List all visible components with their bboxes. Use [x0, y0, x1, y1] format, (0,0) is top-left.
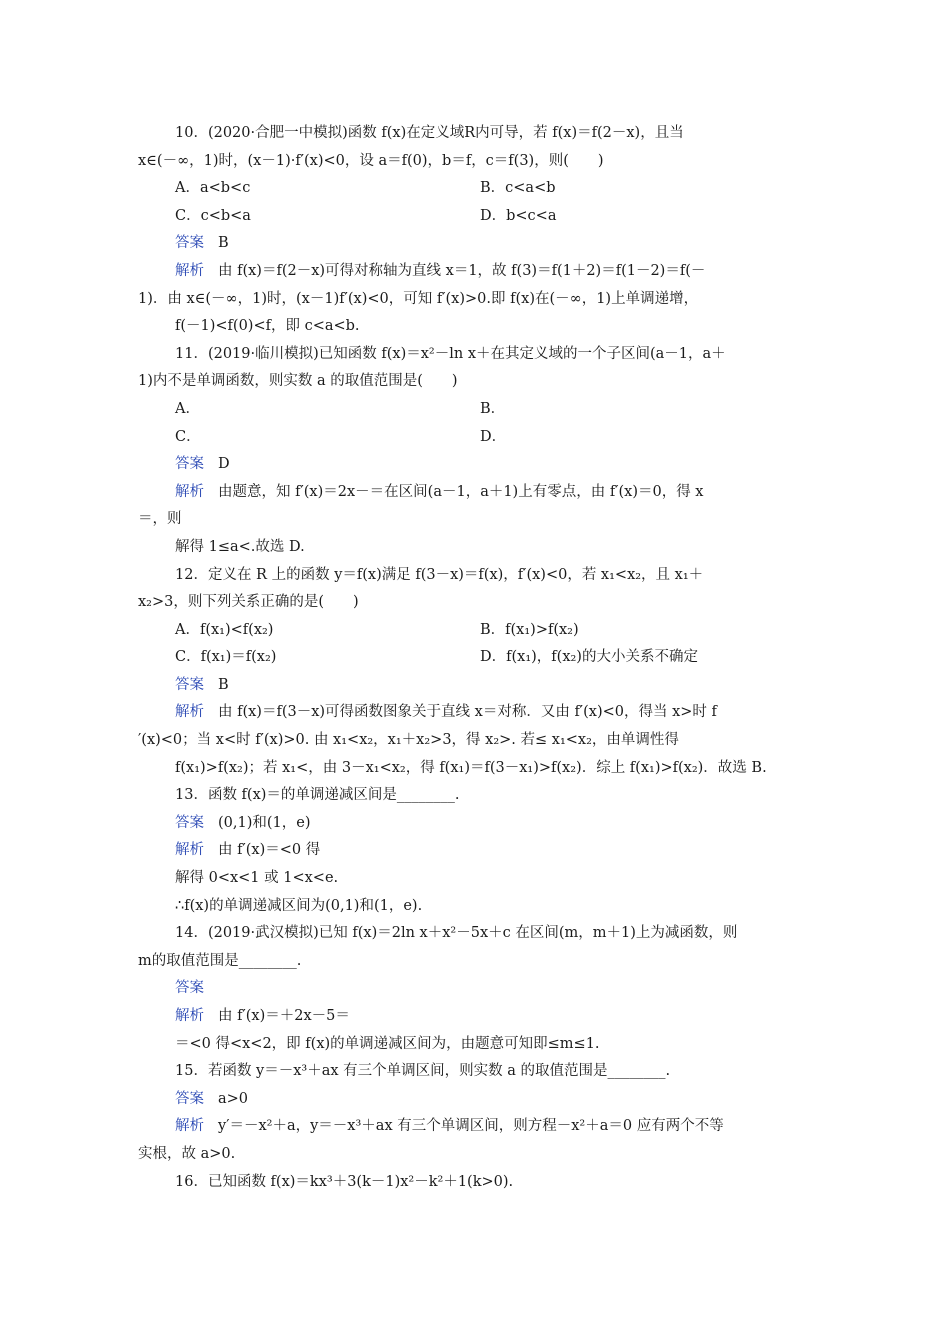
option-row	[138, 175, 818, 203]
analysis-label: 解析	[175, 483, 204, 500]
analysis-line	[138, 479, 818, 507]
problem-stem-line: 13．函数 f(x)＝的单调递减区间是________.	[175, 787, 460, 804]
analysis-continuation: ＝<0 得<x<2，即 f(x)的单调递减区间为，由题意可知即≤m≤1.	[175, 1035, 600, 1052]
option-item: A．	[175, 400, 200, 417]
option-item: C．	[175, 428, 201, 445]
answer-label: 答案	[175, 1090, 204, 1107]
answer-value: B	[218, 235, 229, 252]
answer-line	[138, 1086, 818, 1114]
analysis-continuation: 1)．由 x∈(－∞，1)时，(x－1)f′(x)<0，可知 f′(x)>0.即 f(x)在(－∞，1)上单调递增，	[138, 290, 699, 307]
analysis-text: 由 f(x)＝f(2－x)可得对称轴为直线 x＝1，故 f(3)＝f(1＋2)＝f(1－2)＝f(－	[218, 262, 706, 279]
option-row	[138, 424, 818, 452]
option-item: A．f(x₁)<f(x₂)	[175, 621, 274, 638]
problem-stem-line: 16．已知函数 f(x)＝kx³＋3(k－1)x²－k²＋1(k>0).	[175, 1173, 514, 1190]
problem-q16	[138, 1169, 818, 1197]
analysis-line	[138, 837, 818, 865]
analysis-continuation: f(x₁)>f(x₂)；若 x₁<，由 3－x₁<x₂，得 f(x₁)＝f(3－x₁)>f(x₂)．综上 f(x₁)>f(x₂)．故选 B.	[175, 759, 767, 776]
analysis-label: 解析	[175, 262, 204, 279]
answer-value: a>0	[218, 1090, 249, 1107]
analysis-line	[138, 258, 818, 286]
analysis-label: 解析	[175, 842, 204, 859]
problem-q13	[138, 782, 818, 920]
option-item: D．	[480, 428, 507, 445]
analysis-continuation: f(－1)<f(0)<f，即 c<a<b.	[175, 318, 360, 335]
analysis-text: 由题意，知 f′(x)＝2x－＝在区间(a－1，a＋1)上有零点，由 f′(x)＝0，得 x	[218, 483, 704, 500]
analysis-line	[138, 699, 818, 727]
answer-value: B	[218, 676, 229, 693]
answer-value: D	[218, 456, 230, 473]
problem-q15	[138, 1058, 818, 1168]
problem-stem-line: 11．(2019·临川模拟)已知函数 f(x)＝x²－ln x＋在其定义域的一个子区间(a－1，a＋	[175, 345, 726, 362]
analysis-continuation: 解得 1≤a<.故选 D.	[175, 538, 305, 555]
analysis-continuation: 解得 0<x<1 或 1<x<e.	[175, 870, 339, 887]
option-row	[138, 644, 818, 672]
problem-stem-line: m的取值范围是________.	[138, 952, 302, 969]
option-row	[138, 617, 818, 645]
option-item: B．	[480, 400, 506, 417]
problem-stem-line: x₂>3，则下列关系正确的是( )	[138, 594, 359, 611]
answer-line	[138, 810, 818, 838]
analysis-text: 由 f(x)＝f(3－x)可得函数图象关于直线 x＝对称．又由 f′(x)<0，得当 x>时 f	[218, 704, 717, 721]
option-item: D．b<c<a	[480, 207, 557, 224]
answer-label: 答案	[175, 676, 204, 693]
answer-label: 答案	[175, 456, 204, 473]
worksheet-page	[138, 120, 818, 1196]
answer-label: 答案	[175, 814, 204, 831]
answer-line	[138, 975, 818, 1003]
option-item: B．c<a<b	[480, 180, 556, 197]
option-row	[138, 203, 818, 231]
analysis-continuation: 实根，故 a>0.	[138, 1145, 236, 1162]
problem-q11	[138, 341, 818, 562]
problem-stem-line: 15．若函数 y＝－x³＋ax 有三个单调区间，则实数 a 的取值范围是________.	[175, 1063, 671, 1080]
option-row	[138, 396, 818, 424]
problem-stem-line: 10．(2020·合肥一中模拟)函数 f(x)在定义域R内可导，若 f(x)＝f(2－x)，且当	[175, 125, 684, 141]
answer-label: 答案	[175, 235, 204, 252]
answer-line	[138, 230, 818, 258]
problem-q14	[138, 920, 818, 1058]
option-item: C．c<b<a	[175, 207, 251, 224]
analysis-continuation: ′(x)<0；当 x<时 f′(x)>0. 由 x₁<x₂，x₁＋x₂>3，得 x₂>. 若≤ x₁<x₂，由单调性得	[138, 732, 679, 749]
answer-line	[138, 451, 818, 479]
analysis-line	[138, 1003, 818, 1031]
analysis-text: 由 f′(x)＝<0 得	[218, 842, 321, 859]
option-item: C．f(x₁)＝f(x₂)	[175, 649, 277, 666]
option-item: D．f(x₁)，f(x₂)的大小关系不确定	[480, 649, 698, 666]
answer-label: 答案	[175, 980, 204, 997]
option-item: A．a<b<c	[175, 180, 251, 197]
analysis-text: 由 f′(x)＝＋2x－5＝	[218, 1008, 350, 1024]
analysis-label: 解析	[175, 1008, 204, 1024]
problem-stem-line: 14．(2019·武汉模拟)已知 f(x)＝2ln x＋x²－5x＋c 在区间(m，m＋1)上为减函数，则	[175, 925, 738, 942]
analysis-line	[138, 1113, 818, 1141]
problem-q12	[138, 562, 818, 783]
analysis-label: 解析	[175, 1118, 204, 1135]
problem-stem-line: x∈(－∞，1)时，(x－1)·f′(x)<0，设 a＝f(0)，b＝f，c＝f(3)，则( )	[138, 152, 604, 169]
analysis-text: y′＝－x²＋a，y＝－x³＋ax 有三个单调区间，则方程－x²＋a＝0 应有两个不等	[218, 1118, 724, 1135]
answer-line	[138, 672, 818, 700]
analysis-label: 解析	[175, 704, 204, 721]
option-item: B．f(x₁)>f(x₂)	[480, 621, 579, 638]
analysis-continuation: ＝，则	[138, 511, 182, 528]
problem-q10	[138, 120, 818, 341]
problem-stem-line: 12．定义在 R 上的函数 y＝f(x)满足 f(3－x)＝f(x)，f′(x)<0，若 x₁<x₂，且 x₁＋	[175, 566, 704, 583]
problem-stem-line: 1)内不是单调函数，则实数 a 的取值范围是( )	[138, 373, 458, 390]
analysis-continuation: ∴f(x)的单调递减区间为(0,1)和(1，e).	[175, 897, 423, 914]
answer-value: (0,1)和(1，e)	[218, 814, 311, 831]
